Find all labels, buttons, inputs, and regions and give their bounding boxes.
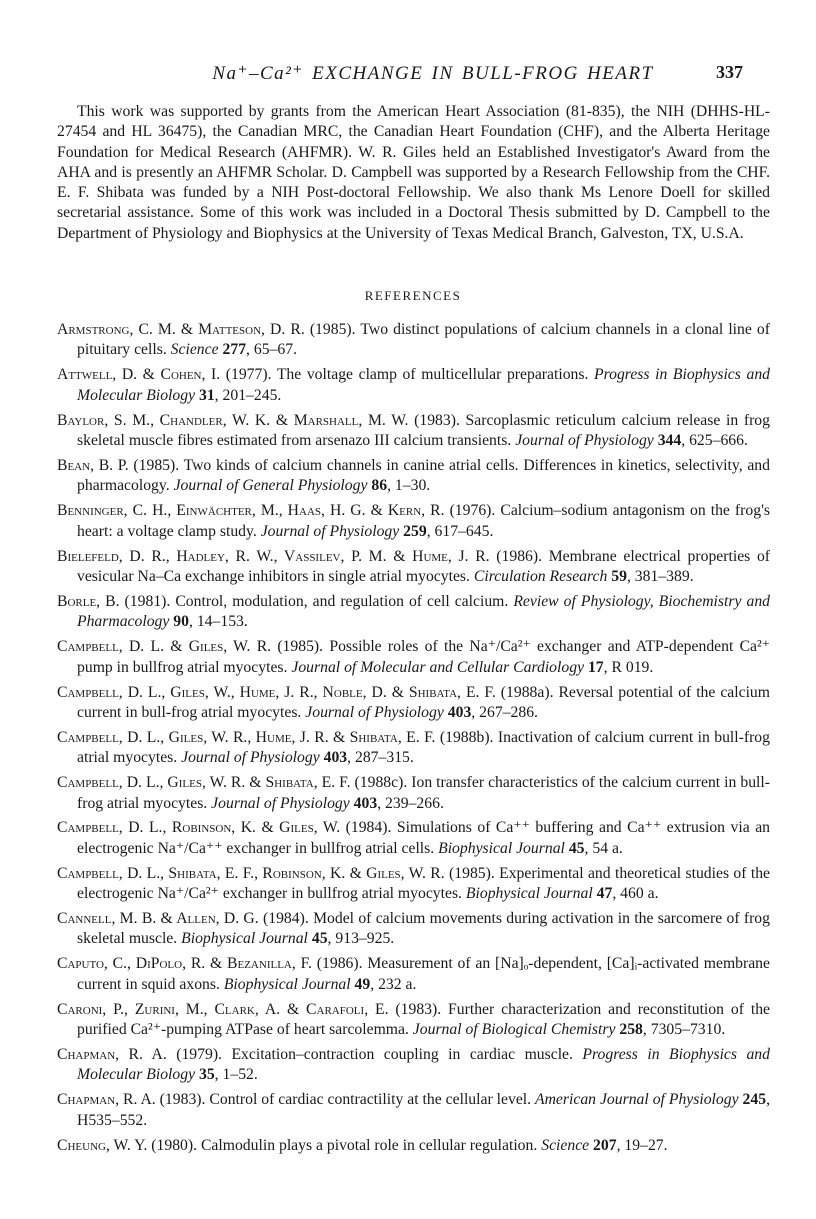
reference-item [57, 954, 770, 995]
reference-item [57, 728, 770, 769]
reference-pages: , R 019. [603, 658, 654, 676]
reference-volume: 258 [615, 1021, 643, 1039]
reference-item [57, 683, 770, 724]
references-heading: REFERENCES [364, 288, 462, 303]
reference-year: (1986). [311, 955, 368, 973]
reference-year: (1984). [340, 819, 397, 837]
reference-pages: , 7305–7310. [642, 1021, 726, 1039]
reference-journal: American Journal of Physiology [535, 1091, 739, 1109]
reference-title: Sarcoplasmic reticulum calcium release in frog skeletal muscle fibres estimated from arsenazo III calcium transients. [77, 411, 770, 450]
reference-year: (1983). [388, 1000, 449, 1018]
reference-authors: Cannell, M. B. & Allen, D. G. [57, 910, 259, 928]
reference-year: (1988c). [350, 774, 412, 792]
reference-year: (1986). [489, 547, 549, 565]
reference-volume: 277 [218, 341, 247, 359]
reference-journal: Journal of Physiology [305, 703, 444, 721]
reference-journal: Journal of Physiology [260, 522, 400, 540]
reference-title: Ion transfer characteristics of the calcium current in bull-frog atrial myocytes. [77, 774, 770, 812]
reference-volume: 17 [584, 658, 604, 676]
reference-authors: Campbell, D. L., Giles, W., Hume, J. R., Noble, D. & Shibata, E. F. [57, 683, 496, 701]
reference-volume: 31 [195, 386, 215, 404]
reference-volume: 49 [350, 975, 371, 993]
reference-journal: Review of Physiology, Biochemistry and Pharmacology [77, 592, 771, 631]
reference-title: Possible roles of the Na⁺/Ca²⁺ exchanger and ATP-dependent Ca²⁺ pump in bullfrog atrial myocytes. [77, 638, 770, 676]
reference-year: (1985). [271, 638, 330, 656]
reference-volume: 403 [443, 703, 472, 721]
reference-volume: 259 [399, 522, 427, 540]
reference-authors: Bielefeld, D. R., Hadley, R. W., Vassilev, P. M. & Hume, J. R. [57, 547, 490, 565]
reference-authors: Caroni, P., Zurini, M., Clark, A. & Carafoli, E. [57, 1000, 389, 1018]
reference-journal: Biophysical Journal [438, 839, 565, 857]
reference-item [57, 864, 770, 905]
reference-pages: , H535–552. [77, 1091, 770, 1129]
reference-pages: , 54 a. [584, 839, 623, 857]
reference-item [57, 1000, 770, 1041]
reference-authors: Armstrong, C. M. & Matteson, D. R. [57, 321, 305, 338]
reference-title: Two kinds of calcium channels in canine atrial cells. Differences in kinetics, selectivity, and pharmacology. [77, 456, 770, 495]
reference-volume: 403 [319, 749, 348, 767]
reference-pages: , 617–645. [426, 522, 494, 540]
reference-year: (1981). [119, 592, 176, 610]
reference-item [57, 637, 770, 678]
reference-title: Two distinct populations of calcium channels in a clonal line of pituitary cells. [77, 321, 770, 359]
reference-pages: , 625–666. [681, 432, 748, 450]
reference-pages: , 913–925. [327, 930, 395, 948]
reference-title: Membrane electrical properties of vesicular Na–Ca exchange inhibitors in single atrial myocytes. [77, 547, 771, 585]
reference-authors: Campbell, D. L., Shibata, E. F., Robinson, K. & Giles, W. R. [57, 864, 445, 882]
reference-pages: , 287–315. [347, 749, 414, 767]
reference-pages: , 201–245. [214, 386, 282, 404]
reference-authors: Chapman, R. A. [57, 1091, 156, 1109]
reference-pages: , 239–266. [377, 794, 444, 812]
running-head [0, 62, 816, 90]
reference-authors: Bean, B. P. [57, 456, 129, 474]
reference-year: (1988b). [435, 728, 498, 746]
reference-title: The voltage clamp of multicellular preparations. [276, 366, 595, 384]
reference-pages: , 1–52. [214, 1066, 258, 1084]
reference-volume: 403 [349, 794, 378, 812]
reference-pages: , 1–30. [387, 477, 431, 495]
reference-title: Excitation–contraction coupling in cardiac muscle. [231, 1046, 583, 1063]
reference-volume: 245 [738, 1091, 767, 1109]
reference-authors: Borle, B. [57, 592, 120, 610]
reference-title: Control, modulation, and regulation of cell calcium. [175, 592, 514, 610]
reference-volume: 35 [195, 1066, 215, 1084]
reference-volume: 45 [307, 930, 328, 948]
reference-year: (1976). [444, 502, 501, 520]
reference-authors: Chapman, R. A. [57, 1046, 167, 1063]
reference-volume: 207 [589, 1136, 617, 1154]
reference-item [57, 456, 770, 497]
reference-journal: Biophysical Journal [465, 885, 593, 903]
reference-year: (1977). [220, 366, 277, 384]
reference-volume: 90 [169, 613, 189, 631]
reference-journal: Science [541, 1136, 590, 1154]
reference-item [57, 909, 770, 950]
reference-authors: Cheung, W. Y. [57, 1136, 148, 1154]
reference-volume: 47 [592, 885, 613, 903]
reference-year: (1988a). [495, 683, 559, 701]
reference-title: Calmodulin plays a pivotal role in cellular regulation. [200, 1136, 542, 1154]
reference-authors: Campbell, D. L., Giles, W. R. & Shibata, E. F. [57, 774, 351, 792]
reference-authors: Campbell, D. L., Giles, W. R., Hume, J. R. & Shibata, E. F. [57, 728, 436, 746]
reference-authors: Caputo, C., DiPolo, R. & Bezanilla, F. [57, 955, 312, 973]
reference-item [57, 773, 770, 814]
reference-volume: 344 [653, 432, 682, 450]
reference-authors: Campbell, D. L., Robinson, K. & Giles, W. [57, 819, 341, 837]
reference-year: (1985). [304, 321, 361, 338]
reference-item [57, 1045, 770, 1086]
reference-item [57, 592, 770, 633]
reference-year: (1983). [155, 1091, 210, 1109]
reference-pages: , 267–286. [471, 703, 538, 721]
reference-year: (1985). [128, 456, 184, 474]
reference-title: Model of calcium movements during activation in the sarcomere of frog skeletal muscle. [77, 910, 770, 948]
reference-journal: Journal of Physiology [211, 794, 350, 812]
reference-journal: Journal of Physiology [181, 749, 320, 767]
reference-pages: , 65–67. [246, 341, 298, 359]
reference-volume: 45 [564, 839, 585, 857]
reference-pages: , 460 a. [612, 885, 659, 903]
reference-journal: Journal of Biological Chemistry [412, 1021, 616, 1039]
reference-journal: Progress in Biophysics and Molecular Biology [77, 366, 771, 404]
acknowledgements-paragraph: This work was supported by grants from the American Heart Association (81-835), the NIH (DHHS-HL-27454 and HL 36475), the Canadian MRC, the Canadian Heart Foundation (CHF), and the Alberta Heritage Foundation for Medical Research (AHFMR). W. R. Giles held an Established Investigator's Award from the AHA and is presently an AHFMR Scholar. D. Campbell was supported by a Research Fellowship from the CHF. E. F. Shibata was funded by a NIH Post-doctoral Fellowship. We also thank Ms Lenore Doell for skilled secretarial assistance. Some of this work was included in a Doctoral Thesis submitted by D. Campbell to the Department of Physiology and Biophysics at the University of Texas Medical Branch, Galveston, TX, U.S.A. [57, 103, 770, 242]
reference-list [57, 320, 770, 1161]
reference-item [57, 501, 770, 542]
reference-year: (1985). [444, 864, 500, 882]
reference-title: Experimental and theoretical studies of the electrogenic Na⁺/Ca²⁺ exchanger in bullfrog atrial myocytes. [77, 864, 771, 903]
reference-title: Reversal potential of the calcium current in bull-frog atrial myocytes. [77, 683, 770, 721]
reference-journal: Science [170, 341, 219, 359]
reference-journal: Circulation Research [473, 567, 608, 585]
reference-authors: Baylor, S. M., Chandler, W. K. & Marshall, M. W. [57, 411, 409, 429]
reference-pages: , 19–27. [616, 1136, 668, 1154]
reference-authors: Campbell, D. L. & Giles, W. R. [57, 638, 272, 656]
reference-year: (1979). [166, 1046, 232, 1063]
reference-item [57, 1136, 770, 1156]
reference-authors: Attwell, D. & Cohen, I. [57, 366, 221, 384]
reference-title: Simulations of Ca⁺⁺ buffering and Ca⁺⁺ extrusion via an electrogenic Na⁺/Ca⁺⁺ exchanger in bullfrog atrial cells. [77, 819, 771, 857]
reference-title: Inactivation of calcium current in bull-frog atrial myocytes. [77, 728, 770, 767]
reference-title: Further characterization and reconstitution of the purified Ca²⁺-pumping ATPase of heart sarcolemma. [77, 1000, 770, 1039]
reference-journal: Progress in Biophysics and Molecular Biology [77, 1046, 770, 1084]
reference-item [57, 320, 770, 361]
reference-volume: 86 [367, 477, 388, 495]
reference-journal: Biophysical Journal [223, 975, 351, 993]
reference-journal: Journal of Physiology [515, 432, 654, 450]
reference-item [57, 1090, 770, 1131]
reference-title: Control of cardiac contractility at the cellular level. [209, 1091, 536, 1109]
reference-volume: 59 [607, 567, 627, 585]
reference-authors: Benninger, C. H., Einwächter, M., Haas, H. G. & Kern, R. [57, 502, 445, 520]
reference-year: (1980). [147, 1136, 201, 1154]
reference-item [57, 365, 770, 406]
reference-journal: Journal of General Physiology [173, 477, 368, 495]
reference-item [57, 411, 770, 452]
reference-item [57, 547, 770, 588]
page-number: 337 [716, 62, 743, 82]
reference-title: Measurement of an [Na]ₒ-dependent, [Ca]ᵢ-activated membrane current in squid axons. [77, 955, 770, 993]
reference-item [57, 818, 770, 859]
reference-pages: , 381–389. [626, 567, 694, 585]
reference-pages: , 232 a. [370, 975, 417, 993]
reference-title: Calcium–sodium antagonism on the frog's heart: a voltage clamp study. [77, 502, 771, 540]
reference-year: (1983). [408, 411, 466, 429]
reference-pages: , 14–153. [188, 613, 248, 631]
running-title: Na⁺–Ca²⁺ EXCHANGE IN BULL-FROG HEART [212, 63, 654, 84]
reference-journal: Biophysical Journal [181, 930, 308, 948]
reference-journal: Journal of Molecular and Cellular Cardiology [291, 658, 585, 676]
reference-year: (1984). [258, 910, 314, 928]
